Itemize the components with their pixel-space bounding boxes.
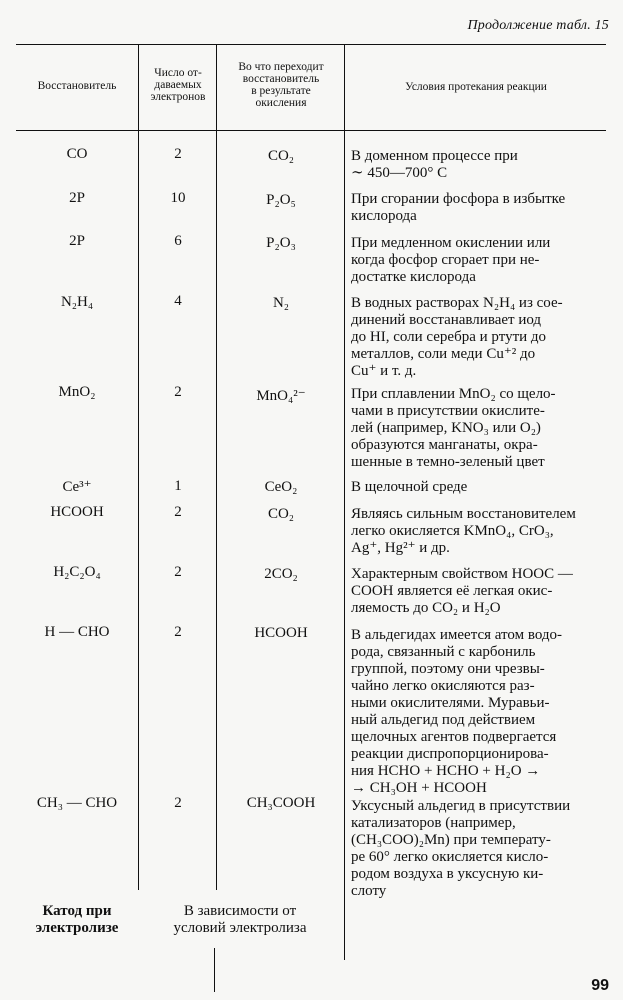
cell-product: CeO₂ (264, 479, 298, 495)
cell-product: CH₃COOH (246, 795, 316, 811)
column-divider-1-header (138, 44, 139, 130)
cell-electrons: 2 (174, 146, 182, 162)
cell-electrons: 2 (174, 795, 182, 811)
table-caption: Продолжение табл. 15 (467, 18, 609, 33)
header-bottom-rule (16, 130, 606, 131)
cell-electrons: 2 (174, 564, 182, 580)
cell-electrons: 6 (174, 233, 182, 249)
cell-product: P₂O₅ (266, 192, 296, 208)
header-electrons: Число от- даваемых электронов (150, 67, 206, 103)
cell-conditions: При сплавлении MnO₂ со щело- чами в присутствии окислите- лей (например, KNO₃ или O₂) образуются манганаты, окра- шенные в темно-зеленый цвет (351, 386, 556, 470)
header-reducer: Восстановитель (37, 80, 117, 92)
cell-conditions: При сгорании фосфора в избытке кислорода (351, 191, 566, 224)
cell-product: CO₂ (267, 148, 295, 164)
cell-reducer: MnO₂ (58, 384, 96, 400)
cell-electrons: 2 (174, 504, 182, 520)
cell-reducer: 2P (69, 233, 85, 249)
column-divider-2 (216, 130, 217, 890)
cell-conditions: Являясь сильным восстановителем легко окисляется KMnO₄, CrO₃, Ag⁺, Hg²⁺ и др. (351, 506, 576, 556)
cell-conditions: В доменном процессе при ∼ 450—700° C (351, 148, 518, 181)
cell-electrons: 2 (174, 384, 182, 400)
cell-electrons: 1 (174, 478, 182, 494)
column-divider-2-header (216, 44, 217, 130)
cell-reducer: N₂H₄ (60, 294, 94, 310)
cell-reducer: CH₃ — CHO (36, 795, 118, 811)
table-top-rule (16, 44, 606, 45)
cell-reducer: H — CHO (44, 624, 110, 640)
cell-electrons: 10 (170, 190, 186, 206)
cell-reducer: Ce³⁺ (62, 479, 92, 495)
column-divider-2-tail (214, 948, 215, 992)
cell-product: MnO₄²⁻ (256, 388, 306, 404)
cell-electrons: 2 (174, 624, 182, 640)
cell-merged-electrolysis: В зависимости от условий электролиза (173, 903, 307, 936)
header-product: Во что переходит восстановитель в результате окисления (238, 61, 324, 109)
page-number: 99 (591, 977, 609, 994)
column-divider-3 (344, 44, 345, 960)
column-divider-1 (138, 130, 139, 890)
cell-conditions: Характерным свойством HOOC — COOH является её легкая окис- ляемость до CO₂ и H₂O (351, 566, 573, 616)
cell-reducer: H₂C₂O₄ (53, 564, 101, 580)
cell-electrons: 4 (174, 293, 182, 309)
cell-conditions: Уксусный альдегид в присутствии катализаторов (например, (CH₃COO)₂Mn) при температу- ре 60° легко окисляется кисло- родом воздуха в уксусную ки- слоту (351, 798, 571, 899)
cell-conditions: В щелочной среде (351, 479, 468, 495)
cell-product: CO₂ (267, 506, 295, 522)
cell-reducer: HCOOH (50, 504, 104, 520)
cell-conditions: В водных растворах N₂H₄ из сое- динений восстанавливает иод до HI, соли серебра и ртути до металлов, соли меди Cu⁺² до Cu⁺ и т. д. (351, 295, 563, 379)
cell-conditions: В альдегидах имеется атом водо- рода, связанный с карбониль группой, поэтому они чрезвы- чайно легко окисляются раз- ными окислителями. Муравьи- ный альдегид под действием щелочных агентов подвергается реакции диспропорционирова- ния HCHO + HCHO + H₂O → → CH₃OH + HCOOH (351, 627, 563, 796)
cell-reducer: CO (66, 146, 88, 162)
cell-product: P₂O₃ (266, 235, 296, 251)
header-conditions: Условия протекания реакции (405, 81, 547, 93)
cell-reducer: 2P (69, 190, 85, 206)
cell-product: N₂ (272, 295, 290, 311)
cell-reducer-cathode: Катод при электролизе (35, 903, 119, 936)
cell-product: 2CO₂ (264, 566, 298, 582)
cell-conditions: При медленном окислении или когда фосфор сгорает при не- достатке кислорода (351, 235, 551, 285)
cell-product: HCOOH (254, 625, 308, 641)
